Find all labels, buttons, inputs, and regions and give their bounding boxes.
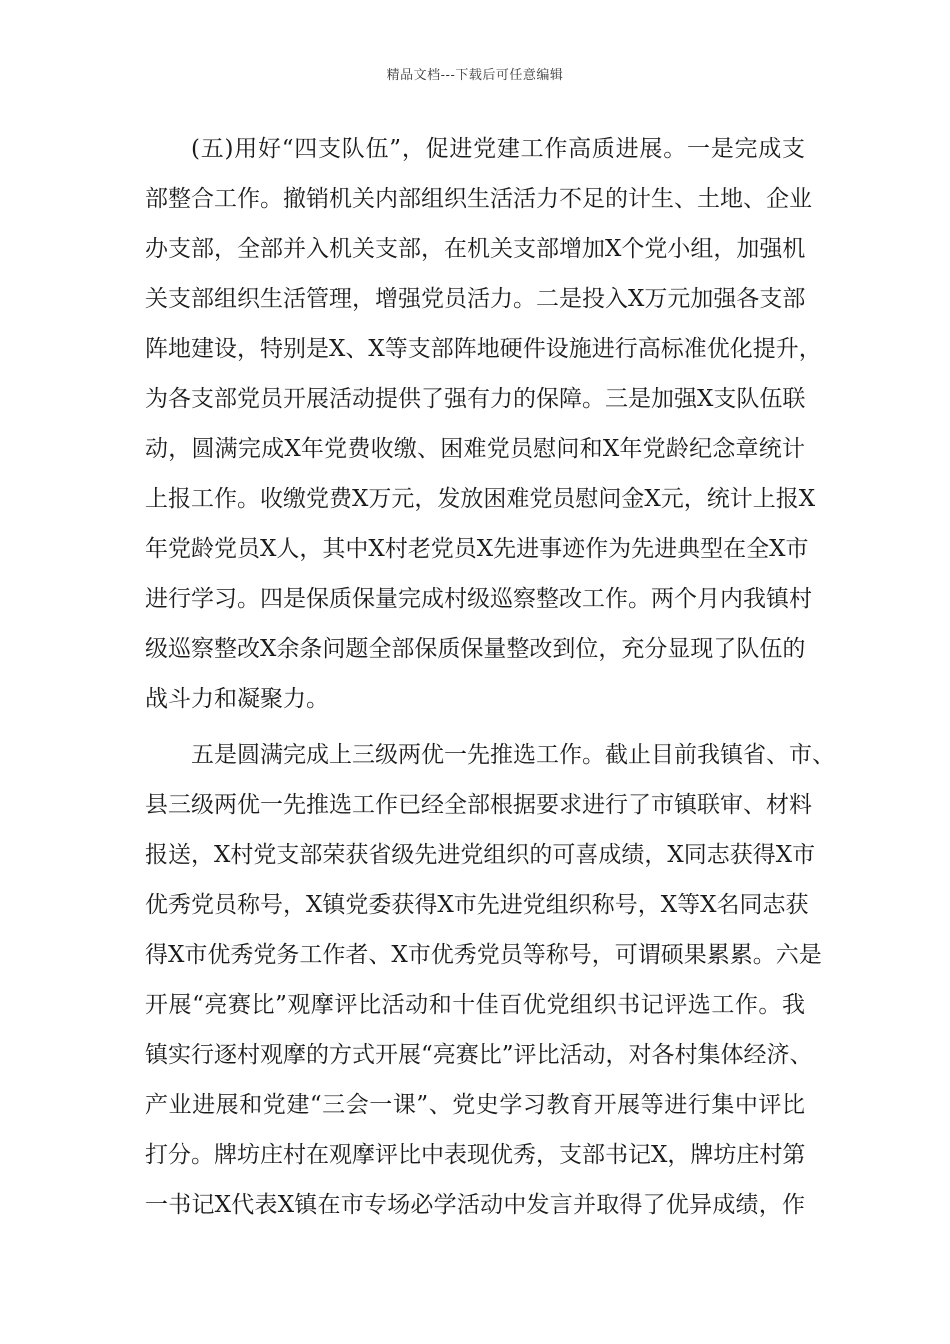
text-line: 部整合工作。撤销机关内部组织生活活力不足的计生、土地、企业	[145, 186, 812, 212]
text-line: 五是圆满完成上三级两优一先推选工作。截止目前我镇省、市、	[191, 742, 835, 768]
text-line: 优秀党员称号，X镇党委获得X市先进党组织称号，X等X名同志获	[145, 892, 809, 918]
text-line: 关支部组织生活管理，增强党员活力。二是投入X万元加强各支部	[145, 286, 806, 312]
text-line: 办支部，全部并入机关支部，在机关支部增加X个党小组，加强机	[145, 236, 806, 262]
text-line: 得X市优秀党务工作者、X市优秀党员等称号，可谓硕果累累。六是	[145, 942, 822, 968]
text-line: 县三级两优一先推选工作已经全部根据要求进行了市镇联审、材料	[145, 792, 812, 818]
text-line: 一书记X代表X镇在市专场必学活动中发言并取得了优异成绩，作	[145, 1192, 805, 1218]
text-line: 战斗力和凝聚力。	[145, 686, 329, 712]
paragraph-party-teams	[145, 124, 822, 724]
text-line: 动，圆满完成X年党费收缴、困难党员慰问和X年党龄纪念章统计	[145, 436, 805, 462]
paragraph-awards	[145, 730, 835, 1230]
text-line: 级巡察整改X余条问题全部保质保量整改到位，充分显现了队伍的	[145, 636, 806, 662]
text-line: 为各支部党员开展活动提供了强有力的保障。三是加强X支队伍联	[145, 386, 806, 412]
text-line: 上报工作。收缴党费X万元，发放困难党员慰问金X元，统计上报X	[145, 486, 816, 512]
text-line: 阵地建设，特别是X、X等支部阵地硬件设施进行高标准优化提升，	[145, 336, 822, 362]
text-line: 年党龄党员X人，其中X村老党员X先进事迹作为先进典型在全X市	[145, 536, 809, 562]
text-line: 镇实行逐村观摩的方式开展“亮赛比”评比活动，对各村集体经济、	[145, 1042, 813, 1068]
text-line: 产业进展和党建“三会一课”、党史学习教育开展等进行集中评比	[145, 1092, 805, 1118]
text-line: 进行学习。四是保质保量完成村级巡察整改工作。两个月内我镇村	[145, 586, 812, 612]
text-line: 报送，X村党支部荣获省级先进党组织的可喜成绩，X同志获得X市	[145, 842, 816, 868]
text-line: 开展“亮赛比”观摩评比活动和十佳百优党组织书记评选工作。我	[145, 992, 805, 1018]
document-header: 精品文档---下载后可任意编辑	[386, 68, 564, 83]
text-line: 打分。牌坊庄村在观摩评比中表现优秀，支部书记X，牌坊庄村第	[145, 1142, 806, 1168]
text-line: (五)用好“四支队伍”，促进党建工作高质进展。一是完成支	[191, 136, 805, 162]
document-body	[145, 124, 835, 1230]
